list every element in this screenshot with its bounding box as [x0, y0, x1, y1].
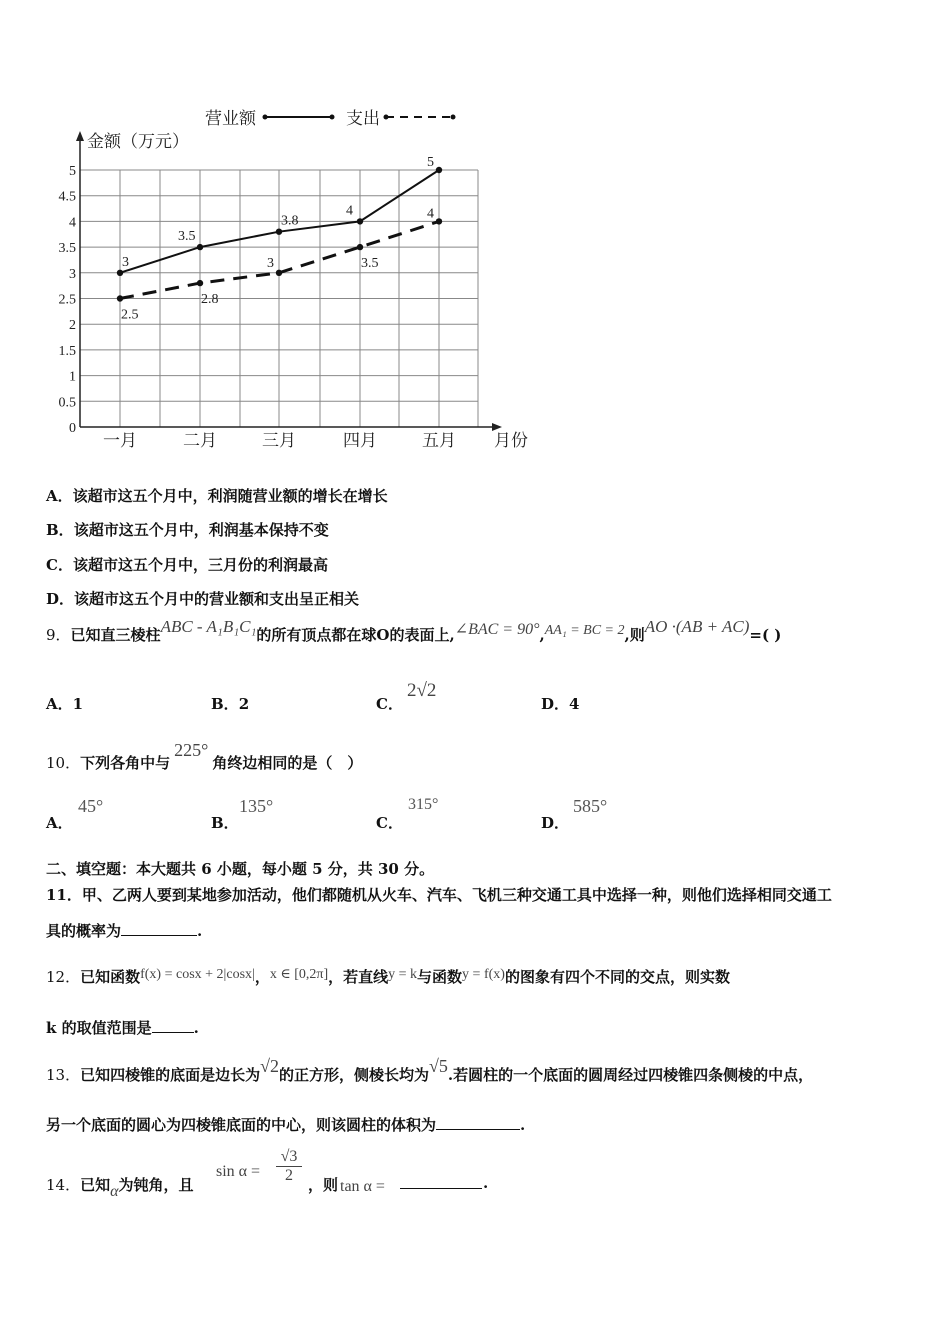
question-9: 9．已知直三棱柱ABC - A₁B₁C₁的所有顶点都在球O的表面上,∠BAC = 90°,AA₁ = BC = 2,则AO ·(AB + AC)=( ) — [46, 617, 782, 644]
section-heading: 二、填空题：本大题共 6 小题，每小题 5 分，共 30 分。 — [46, 860, 435, 878]
y-axis-label: 金额（万元） — [87, 132, 189, 152]
q10-option-b-value: 135° — [239, 796, 274, 816]
legend-expense-dot-right — [451, 115, 456, 120]
x-tick-label: 一月 — [103, 431, 137, 451]
y-tick-label: 3.5 — [58, 241, 76, 257]
y-axis-arrow — [76, 131, 84, 141]
expense-point — [436, 218, 442, 224]
revenue-point — [357, 218, 363, 224]
q10-option-d-value: 585° — [573, 796, 608, 816]
q9-option-b: B．2 — [211, 695, 250, 713]
q10-option-d: D． — [541, 814, 570, 832]
question-13: 13．已知四棱锥的底面是边长为√2的正方形，侧棱长均为√5.若圆柱的一个底面的圆周经过四棱锥四条侧棱的中点， — [46, 1056, 814, 1084]
q14-then: ，则 — [308, 1176, 339, 1194]
chart-axes — [76, 131, 502, 431]
q9-option-c-value: 2√2 — [407, 680, 437, 701]
y-tick-label: 1.5 — [58, 343, 76, 359]
expense-point — [117, 295, 123, 301]
q10-option-c-value: 315° — [408, 796, 439, 813]
q9-option-c: C． — [376, 695, 403, 713]
y-tick-label: 0.5 — [58, 395, 76, 411]
x-tick-label: 二月 — [183, 431, 217, 451]
q9-option-d: D．4 — [541, 695, 580, 713]
legend-revenue-dot-right — [330, 115, 335, 120]
q14-fraction-denominator: 2 — [285, 1167, 293, 1184]
legend-revenue-label: 营业额 — [205, 109, 256, 129]
x-tick-label: 五月 — [422, 431, 456, 451]
legend-expense-dot-left — [384, 115, 389, 120]
revenue-data-label: 3.8 — [281, 213, 299, 229]
expense-data-label: 3.5 — [361, 256, 379, 272]
y-tick-label: 4.5 — [58, 189, 76, 205]
x-axis-arrow — [492, 423, 502, 431]
q8-option-a: A．该超市这五个月中，利润随营业额的增长在增长 — [46, 487, 388, 505]
legend-expense-label: 支出 — [346, 109, 380, 129]
q14-period: . — [483, 1174, 489, 1192]
q9-option-a: A．1 — [46, 695, 84, 713]
q14-fraction-numerator: √3 — [276, 1148, 302, 1167]
x-tick-label: 三月 — [262, 431, 296, 451]
expense-point — [197, 280, 203, 286]
x-tick-labels — [103, 431, 456, 451]
revenue-data-label: 3 — [122, 254, 129, 270]
legend-revenue-dot-left — [263, 115, 268, 120]
q14-fraction — [276, 1148, 302, 1185]
y-tick-label: 2 — [69, 318, 76, 334]
expense-data-label: 3 — [267, 255, 274, 271]
q14-tan-expr: tan α = — [340, 1178, 385, 1195]
question-14: 14．已知α为钝角，且 — [46, 1176, 194, 1200]
chart-legend — [205, 109, 456, 129]
question-13-line2: 另一个底面的圆心为四棱锥底面的中心，则该圆柱的体积为 . — [46, 1116, 526, 1134]
revenue-point — [117, 270, 123, 276]
revenue-point — [436, 167, 442, 173]
y-tick-label: 3 — [69, 266, 76, 282]
q14-blank — [400, 1188, 482, 1189]
y-tick-label: 5 — [69, 164, 76, 179]
expense-data-label: 2.5 — [121, 307, 139, 323]
question-11-line1: 11．甲、乙两人要到某地参加活动，他们都随机从火车、汽车、飞机三种交通工具中选择一种，则他们选择相同交通工 — [46, 886, 832, 904]
revenue-data-label: 3.5 — [178, 229, 196, 245]
expense-data-label: 4 — [427, 206, 434, 222]
q10-option-a-value: 45° — [78, 796, 104, 816]
y-tick-labels — [59, 164, 77, 436]
expense-data-label: 2.8 — [201, 292, 219, 308]
q10-option-a: A． — [46, 814, 73, 832]
revenue-point — [276, 228, 282, 234]
x-axis-label: 月份 — [494, 431, 528, 451]
q14-sin-expr: sin α = — [216, 1163, 261, 1180]
line-chart — [50, 95, 550, 465]
chart-grid — [80, 170, 478, 427]
y-tick-label: 1 — [69, 369, 76, 385]
y-tick-label: 4 — [69, 215, 76, 231]
q10-option-c: C． — [376, 814, 403, 832]
q8-option-c: C．该超市这五个月中，三月份的利润最高 — [46, 556, 328, 574]
q10-option-b: B． — [211, 814, 239, 832]
revenue-point — [197, 244, 203, 250]
y-tick-label: 2.5 — [58, 292, 76, 308]
y-tick-label: 0 — [69, 421, 76, 436]
expense-point — [276, 270, 282, 276]
question-12: 12．已知函数f(x) = cosx + 2|cosx|，x ∈ [0,2π]，若直线y = k与函数y = f(x)的图象有四个不同的交点，则实数 — [46, 967, 730, 986]
q8-option-d: D．该超市这五个月中的营业额和支出呈正相关 — [46, 590, 360, 608]
question-10: 10．下列各角中与225°角终边相同的是（ ） — [46, 740, 363, 772]
revenue-data-label: 5 — [427, 155, 434, 170]
expense-point — [357, 244, 363, 250]
question-12-line2: k 的取值范围是 . — [46, 1019, 199, 1037]
revenue-data-label: 4 — [346, 203, 353, 219]
q8-option-b: B．该超市这五个月中，利润基本保持不变 — [46, 521, 329, 539]
question-11-line2: 具的概率为 . — [46, 922, 203, 940]
x-tick-label: 四月 — [343, 431, 377, 451]
